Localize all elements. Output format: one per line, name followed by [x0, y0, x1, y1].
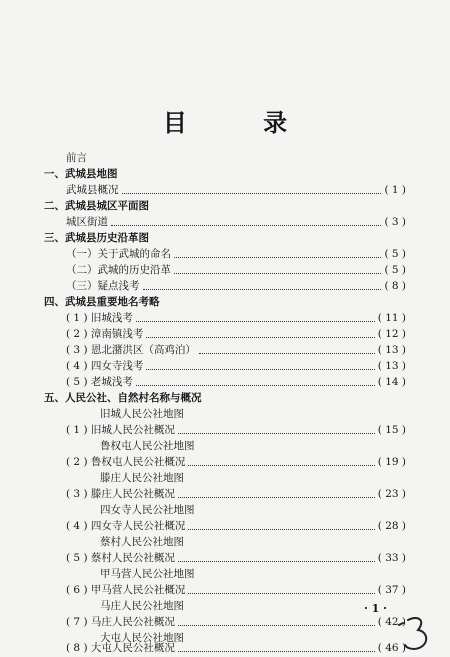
toc-entry-label: 旧城人民公社地图 — [100, 408, 184, 420]
leader-dots — [122, 192, 382, 194]
toc-entry-label: 武城县概况 — [66, 184, 119, 196]
toc-entry — [66, 342, 406, 358]
toc-entry — [66, 422, 406, 438]
toc-map-entry — [100, 438, 195, 454]
toc-page-number: ( 3 ) — [384, 216, 406, 228]
toc-entry — [66, 310, 406, 326]
toc-entry-label: ( 8 ) 大屯人民公社概况 — [66, 642, 175, 654]
toc-entry-label: 甲马营人民公社地图 — [100, 568, 195, 580]
toc-entry — [66, 358, 406, 374]
toc-map-entry — [100, 566, 195, 582]
toc-entry — [66, 582, 406, 598]
toc-entry-label: ( 2 ) 鲁权屯人民公社概况 — [66, 456, 186, 468]
leader-dots — [136, 384, 375, 386]
toc-entry-label: 城区街道 — [66, 216, 108, 228]
toc-entry-label: ( 1 ) 旧城人民公社概况 — [66, 424, 175, 436]
leader-dots — [146, 336, 374, 338]
toc-entry-label: 马庄人民公社地图 — [100, 600, 184, 612]
page-number: · 1 · — [364, 602, 387, 615]
toc-page-number: ( 42 ) — [377, 616, 406, 628]
toc-entry — [66, 640, 406, 656]
toc-entry — [66, 614, 406, 630]
toc-section-label: 二、武城县城区平面图 — [44, 200, 149, 212]
leader-dots — [146, 368, 374, 370]
toc-page-number: ( 1 ) — [384, 184, 406, 196]
toc-map-entry — [100, 534, 184, 550]
toc-entry — [66, 214, 406, 230]
leader-dots — [174, 256, 381, 258]
toc-entry — [66, 454, 406, 470]
toc-section-2 — [44, 198, 149, 214]
toc-page-number: ( 23 ) — [377, 488, 406, 500]
toc-entry — [66, 518, 406, 534]
page-title: 目 录 — [162, 108, 322, 137]
toc-section-4 — [44, 294, 160, 310]
toc-entry-label: 大屯人民公社地图 — [100, 632, 184, 644]
toc-entry-label: 前言 — [66, 152, 87, 164]
toc-page-number: ( 13 ) — [377, 360, 406, 372]
toc-entry-label: 四女寺人民公社地图 — [100, 504, 195, 516]
toc-entry-label: 滕庄人民公社地图 — [100, 472, 184, 484]
toc-entry — [66, 246, 406, 262]
toc-entry-label: ( 6 ) 甲马营人民公社概况 — [66, 584, 186, 596]
toc-section-label: 三、武城县历史沿革图 — [44, 232, 149, 244]
toc-map-entry — [100, 406, 184, 422]
toc-page-number: ( 15 ) — [377, 424, 406, 436]
toc-entry-label: ( 2 ) 漳南镇浅考 — [66, 328, 144, 340]
toc-section-1 — [44, 166, 118, 182]
toc-entry-label: ( 5 ) 蔡村人民公社概况 — [66, 552, 175, 564]
toc-entry-label: ( 7 ) 马庄人民公社概况 — [66, 616, 175, 628]
toc-entry-label: ( 1 ) 旧城浅考 — [66, 312, 133, 324]
handwritten-mark-icon — [396, 614, 436, 654]
toc-map-entry — [100, 598, 184, 614]
toc-section-label: 五、人民公社、自然村名称与概况 — [44, 392, 202, 404]
toc-entry-label: （三）疑点浅考 — [66, 280, 140, 292]
leader-dots — [178, 624, 375, 626]
toc-section-label: 一、武城县地图 — [44, 168, 118, 180]
toc-page-number: ( 37 ) — [377, 584, 406, 596]
toc-entry — [66, 278, 406, 294]
toc-entry — [66, 550, 406, 566]
toc-page-number: ( 8 ) — [384, 280, 406, 292]
leader-dots — [111, 224, 381, 226]
toc-entry-label: ( 3 ) 滕庄人民公社概况 — [66, 488, 175, 500]
leader-dots — [188, 592, 374, 594]
toc-map-entry — [100, 470, 184, 486]
leader-dots — [178, 650, 375, 652]
leader-dots — [199, 352, 375, 354]
toc-entry — [66, 182, 406, 198]
toc-entry — [66, 326, 406, 342]
toc-entry-label: 蔡村人民公社地图 — [100, 536, 184, 548]
leader-dots — [143, 288, 382, 290]
toc-entry-label: ( 3 ) 恩北潴洪区（高鸡泊） — [66, 344, 196, 356]
toc-map-entry — [100, 502, 195, 518]
toc-page-number: ( 11 ) — [377, 312, 406, 324]
toc-entry-label: ( 4 ) 四女寺人民公社概况 — [66, 520, 186, 532]
toc-section-5 — [44, 390, 202, 406]
toc-entry — [66, 374, 406, 390]
toc-page-number: ( 13 ) — [377, 344, 406, 356]
toc-section-label: 四、武城县重要地名考略 — [44, 296, 160, 308]
toc-page-number: ( 46 ) — [377, 642, 406, 654]
toc-entry — [66, 262, 406, 278]
leader-dots — [136, 320, 375, 322]
toc-entry-label: ( 4 ) 四女寺浅考 — [66, 360, 144, 372]
toc-entry — [66, 486, 406, 502]
toc-page-number: ( 33 ) — [377, 552, 406, 564]
toc-page-number: ( 5 ) — [384, 264, 406, 276]
toc-entry-label: （二）武城的历史沿革 — [66, 264, 171, 276]
toc-entry-label: ( 5 ) 老城浅考 — [66, 376, 133, 388]
toc-entry-label: 鲁权屯人民公社地图 — [100, 440, 195, 452]
toc-entry-label: （一）关于武城的命名 — [66, 248, 171, 260]
toc-page-number: ( 14 ) — [377, 376, 406, 388]
leader-dots — [178, 496, 375, 498]
leader-dots — [174, 272, 381, 274]
leader-dots — [188, 464, 374, 466]
leader-dots — [178, 432, 375, 434]
toc-section-3 — [44, 230, 149, 246]
toc-page-number: ( 28 ) — [377, 520, 406, 532]
leader-dots — [188, 528, 374, 530]
toc-page-number: ( 19 ) — [377, 456, 406, 468]
toc-page-number: ( 5 ) — [384, 248, 406, 260]
toc-entry-preface — [66, 150, 87, 166]
toc-page-number: ( 12 ) — [377, 328, 406, 340]
leader-dots — [178, 560, 375, 562]
